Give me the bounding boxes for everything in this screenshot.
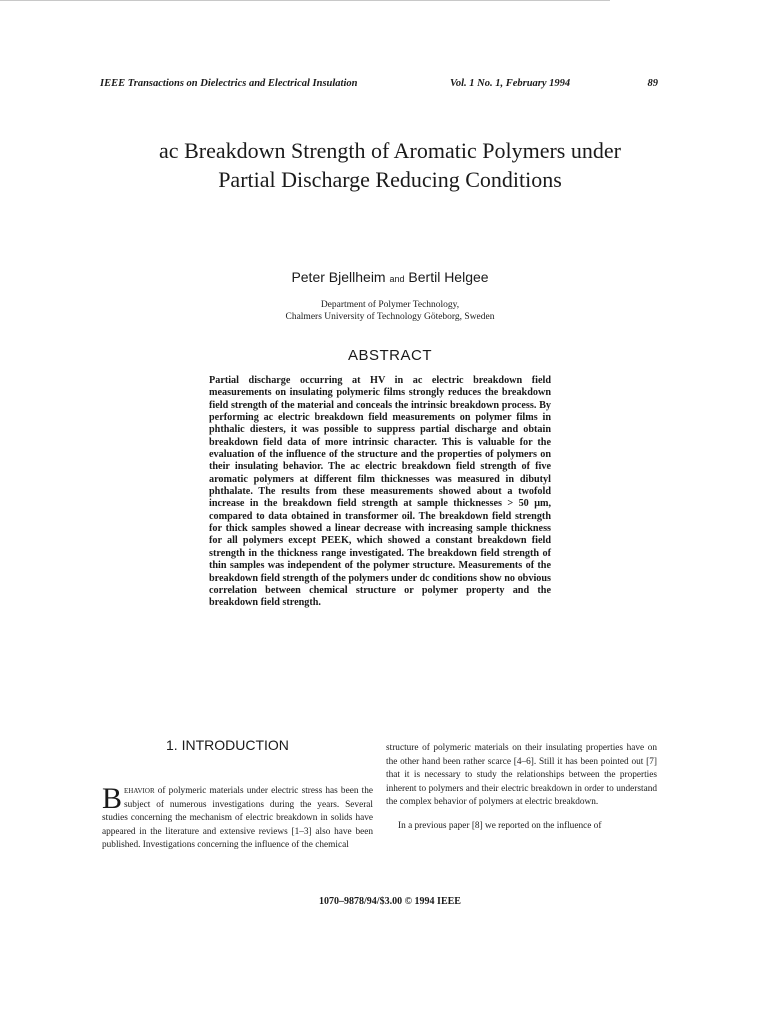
introduction-right-paragraph-1: structure of polymeric materials on their insulating properties have on the other hand been rather scarce [4–6]. Still it has been pointed out [7] that it is necessary to study the relationships between the properties inherent to polymers and their electric breakdown in order to understand the complex behavior of polymers at electric breakdown. <box>386 743 657 808</box>
affiliation <box>150 299 630 323</box>
introduction-left-column <box>102 782 373 853</box>
introduction-right-column <box>386 742 657 834</box>
lead-word: ehavior <box>124 786 155 796</box>
introduction-left-text: of polymeric materials under electric stress has been the subject of numerous investigations during the years. Several studies concerning the mechanism of electric breakdown in solids have appeared in the literature and extensive reviews [1–3] also have been published. Investigations concerning the influence of the chemical <box>102 786 373 851</box>
affiliation-university: Chalmers University of Technology Göteborg, Sweden <box>285 312 495 322</box>
affiliation-department: Department of Polymer Technology, <box>320 300 460 310</box>
drop-cap: B <box>102 782 123 815</box>
authors <box>150 269 630 285</box>
author-conjunction: and <box>389 274 405 284</box>
issue-info: Vol. 1 No. 1, February 1994 <box>450 78 571 89</box>
abstract-heading: ABSTRACT <box>347 347 432 364</box>
introduction-heading: 1. INTRODUCTION <box>166 737 289 753</box>
paper-title: ac Breakdown Strength of Aromatic Polymers under Partial Discharge Reducing Conditions <box>159 138 621 192</box>
page-number: 89 <box>647 78 658 89</box>
journal-name: IEEE Transactions on Dielectrics and Electrical Insulation <box>100 78 358 89</box>
author-2: Bertil Helgee <box>408 269 489 285</box>
abstract-body: Partial discharge occurring at HV in ac electric breakdown field measurements on insulating polymeric films strongly reduces the breakdown field strength of the material and conceals the intrinsic breakdown process. By performing ac electric breakdown field measurements on polymer films in phthalic diesters, it was possible to suppress partial discharge and obtain breakdown field data of more intrinsic character. This is valuable for the evaluation of the influence of the structure and the properties of polymers on their insulating behavior. The ac electric breakdown field strength of five aromatic polymers at different film thicknesses was measured in dibutyl phthalate. The results from these measurements showed about a twofold increase in the breakdown field strength at sample thicknesses > 50 μm, compared to data obtained in transformer oil. The breakdown field strength for thick samples showed a linear decrease with increasing sample thickness for all polymers except PEEK, which showed a constant breakdown field strength in the thickness range investigated. The breakdown field strength of thin samples was independent of the polymer structure. Measurements of the breakdown field strength of the polymers under dc conditions show no obvious correlation between chemical structure or polymer property and the breakdown field strength. <box>209 375 551 609</box>
introduction-right-paragraph-2: In a previous paper [8] we reported on the influence of <box>398 820 602 831</box>
copyright-footer: 1070–9878/94/$3.00 © 1994 IEEE <box>319 896 461 907</box>
author-1: Peter Bjellheim <box>291 269 386 285</box>
top-rule <box>0 0 610 3</box>
